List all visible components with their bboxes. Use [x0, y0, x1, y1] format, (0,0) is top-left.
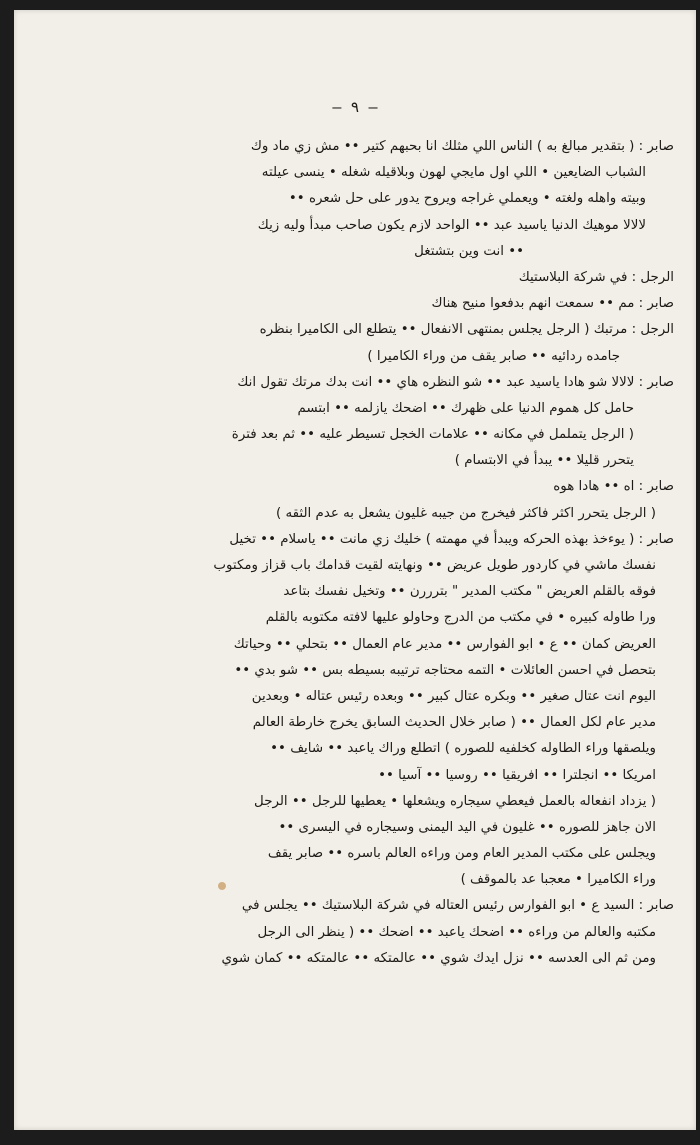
- text-line: جامده ردائيه •• صابر يقف من وراء الكاميرا ): [367, 348, 620, 364]
- text-line: يتحرر قليلا •• يبدأ في الابتسام ): [454, 453, 634, 469]
- text-line: ( الرجل يتململ في مكانه •• علامات الخجل تسيطر عليه •• ثم بعد فترة: [231, 427, 634, 443]
- text-line: اليوم انت عتال صغير •• وبكره عتال كبير •• وبعده رئيس عتاله • وبعدين: [251, 688, 656, 704]
- text-line: العريض كمان •• ع • ابو الفوارس •• مدير عام العمال •• بتحلي •• وحياتك: [233, 636, 656, 652]
- text-line: حامل كل هموم الدنيا على ظهرك •• اضحك يازلمه •• ابتسم: [297, 400, 634, 416]
- text-line: وراء الكاميرا • معجبا عد بالموقف ): [460, 872, 656, 888]
- text-line: صابر : السيد ع • ابو الفوارس رئيس العتاله في شركة البلاستيك •• يجلس في: [241, 898, 674, 914]
- ink-stain: [218, 882, 226, 890]
- text-line: صابر : ( يوءخذ بهذه الحركه ويبدأ في مهمته ) خليك زي مانت •• ياسلام •• تخيل: [229, 531, 674, 547]
- text-line: فوقه بالقلم العريض " مكتب المدير " بترررن •• وتخيل نفسك بتاعد: [283, 584, 656, 600]
- text-line: صابر : ( بتقدير مبالغ به ) الناس اللي مثلك انا بحبهم كتير •• مش زي ماد وك: [250, 139, 674, 154]
- text-line: وبيته واهله ولغته • ويعملي غراجه ويروح يدور على حل شعره ••: [288, 191, 646, 207]
- text-line: ويجلس على مكتب المدير العام ومن وراءه العالم باسره •• صابر يقف: [267, 846, 656, 862]
- text-line: ومن ثم الى العدسه •• نزل ايدك شوي •• عالمتكه •• عالمتكه •• كمان شوي: [221, 950, 656, 966]
- text-line: ( الرجل يتحرر اكثر فاكثر فيخرج من جيبه غليون يشعل به عدم الثقه ): [276, 505, 656, 521]
- text-line: ويلصقها وراء الطاوله كخلفيه للصوره ) اتطلع وراك ياعبد •• شايف ••: [270, 741, 656, 757]
- text-line: صابر : مم •• سمعت انهم بدفعوا منيح هناك: [431, 296, 674, 312]
- script-text: [40, 134, 674, 972]
- text-line: الرجل : في شركة البلاستيك: [518, 269, 674, 285]
- text-line: ورا طاوله كبيره • في مكتب من الدرج وحاولو عليها لافته مكتوبه بالقلم: [265, 610, 656, 626]
- text-line: امريكا •• انجلترا •• افريقيا •• روسيا •• آسيا ••: [378, 767, 656, 783]
- text-line: الان جاهز للصوره •• غليون في اليد اليمنى وسيجاره في اليسرى ••: [278, 819, 656, 835]
- text-line: بتحصل في احسن العائلات • التمه محتاجه ترتيبه بسيطه بس •• شو بدي ••: [234, 662, 656, 678]
- text-line: مدير عام لكل العمال •• ( صابر خلال الحديث السابق يخرج خارطة العالم: [252, 715, 656, 731]
- text-line: الشباب الضايعين • اللي اول مايجي لهون وبلاقيله شغله • ينسى عيلته: [261, 165, 646, 181]
- text-line: •• انت وين بتشتغل: [414, 243, 524, 259]
- text-line: مكتبه والعالم من وراءه •• اضحك ياعبد •• اضحك •• ( ينظر الى الرجل: [257, 924, 656, 940]
- text-line: صابر : اه •• هادا هوه: [553, 479, 674, 495]
- text-line: ( يزداد انفعاله بالعمل فيعطي سيجاره ويشعلها • يعطيها للرجل •• الرجل: [254, 793, 656, 809]
- document-page: [14, 10, 696, 1130]
- text-line: صابر : لالالا شو هادا ياسيد عبد •• شو النظره هاي •• انت بدك مرتك تقول انك: [237, 374, 674, 390]
- text-line: لالالا موهيك الدنيا ياسيد عبد •• الواحد لازم يكون صاحب مبدأ وليه زيك: [257, 217, 646, 233]
- text-line: الرجل : مرتبك ( الرجل يجلس بمنتهى الانفعال •• يتطلع الى الكاميرا بنظره: [259, 322, 674, 338]
- page-number: – ٩ –: [332, 98, 378, 116]
- text-line: نفسك ماشي في كاردور طويل عريض •• ونهايته لقيت قدامك باب قزاز ومكتوب: [213, 558, 656, 573]
